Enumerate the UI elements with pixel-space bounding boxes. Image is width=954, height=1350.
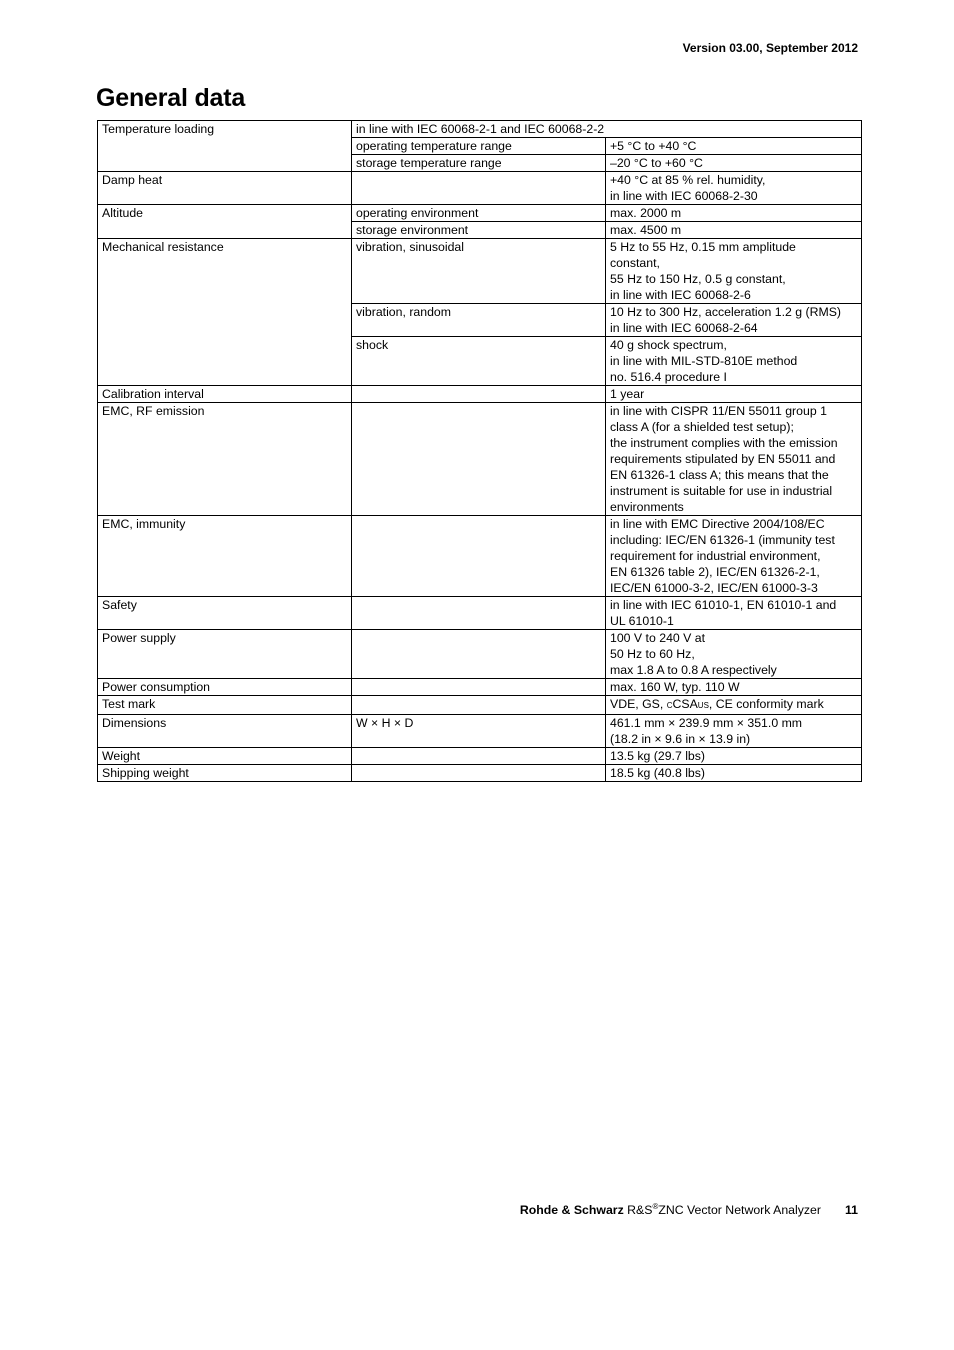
row-value [606, 696, 862, 715]
row-standard: in line with IEC 60068-2-1 and IEC 60068-2-2 [352, 121, 862, 138]
row-sublabel [352, 765, 606, 782]
row-value: –20 °C to +60 °C [606, 155, 862, 172]
row-value: max. 160 W, typ. 110 W [606, 679, 862, 696]
value-line: 55 Hz to 150 Hz, 0.5 g constant, [610, 272, 786, 286]
value-line: UL 61010-1 [610, 614, 674, 628]
table-row-mechanical [98, 239, 862, 304]
value-line: no. 516.4 procedure I [610, 370, 727, 384]
row-value [606, 304, 862, 337]
csa-text: CSA [672, 697, 698, 711]
table-row-test-mark [98, 696, 862, 715]
row-sublabel [352, 172, 606, 205]
table-row-emc-immunity [98, 516, 862, 597]
value-line: +40 °C at 85 % rel. humidity, [610, 173, 766, 187]
row-label: Safety [98, 597, 352, 630]
row-value [606, 239, 862, 304]
row-sublabel [352, 748, 606, 765]
row-sublabel [352, 696, 606, 715]
row-sublabel: W × H × D [352, 715, 606, 748]
value-line: in line with IEC 60068-2-64 [610, 321, 758, 335]
row-label: Power supply [98, 630, 352, 679]
row-label: Shipping weight [98, 765, 352, 782]
row-sublabel: vibration, random [352, 304, 606, 337]
row-label: Mechanical resistance [98, 239, 352, 386]
row-label: Power consumption [98, 679, 352, 696]
row-value: 13.5 kg (29.7 lbs) [606, 748, 862, 765]
table-row-weight [98, 748, 862, 765]
value-line: environments [610, 500, 684, 514]
page-footer [520, 1203, 858, 1217]
row-value [606, 516, 862, 597]
value-line: in line with CISPR 11/EN 55011 group 1 [610, 404, 827, 418]
csa-mark [667, 697, 709, 711]
row-value: max. 2000 m [606, 205, 862, 222]
row-value [606, 172, 862, 205]
test-mark-prefix: VDE, GS, [610, 697, 667, 711]
row-label: Weight [98, 748, 352, 765]
value-line: constant, [610, 256, 660, 270]
row-label: EMC, RF emission [98, 403, 352, 516]
footer-product-prefix: R&S [623, 1203, 653, 1217]
value-line: 40 g shock spectrum, [610, 338, 727, 352]
general-data-table [97, 120, 862, 782]
table-row-altitude [98, 205, 862, 222]
value-line: instrument is suitable for use in industrial [610, 484, 833, 498]
value-line: in line with MIL-STD-810E method [610, 354, 798, 368]
row-value [606, 630, 862, 679]
row-label: Temperature loading [98, 121, 352, 172]
row-label: Calibration interval [98, 386, 352, 403]
value-line: requirement for industrial environment, [610, 549, 821, 563]
row-sublabel: operating temperature range [352, 138, 606, 155]
table-row-power-consumption [98, 679, 862, 696]
value-line: the instrument complies with the emission [610, 436, 838, 450]
row-value: 18.5 kg (40.8 lbs) [606, 765, 862, 782]
test-mark-suffix: , CE conformity mark [708, 697, 824, 711]
value-line: in line with EMC Directive 2004/108/EC [610, 517, 825, 531]
version-header: Version 03.00, September 2012 [682, 41, 858, 55]
value-line: 10 Hz to 300 Hz, acceleration 1.2 g (RMS) [610, 305, 842, 319]
row-value: 1 year [606, 386, 862, 403]
row-sublabel [352, 516, 606, 597]
row-sublabel: operating environment [352, 205, 606, 222]
row-label: Damp heat [98, 172, 352, 205]
row-value: +5 °C to +40 °C [606, 138, 862, 155]
value-line: in line with IEC 61010-1, EN 61010-1 and [610, 598, 837, 612]
value-line: requirements stipulated by EN 55011 and [610, 452, 836, 466]
table-row-shipping-weight [98, 765, 862, 782]
row-sublabel: vibration, sinusoidal [352, 239, 606, 304]
page-title: General data [96, 84, 246, 112]
value-line: EN 61326 table 2), IEC/EN 61326-2-1, [610, 565, 820, 579]
row-label: Altitude [98, 205, 352, 239]
table-row-calibration [98, 386, 862, 403]
value-line: in line with IEC 60068-2-30 [610, 189, 758, 203]
table-row-safety [98, 597, 862, 630]
value-line: class A (for a shielded test setup); [610, 420, 794, 434]
row-value [606, 597, 862, 630]
row-value [606, 715, 862, 748]
footer-product: ZNC Vector Network Analyzer [658, 1203, 821, 1217]
row-sublabel: storage environment [352, 222, 606, 239]
value-line: 461.1 mm × 239.9 mm × 351.0 mm [610, 716, 803, 730]
table-row-emc-rf [98, 403, 862, 516]
table-row-dimensions [98, 715, 862, 748]
value-line: in line with IEC 60068-2-6 [610, 288, 751, 302]
value-line: 100 V to 240 V at [610, 631, 706, 645]
row-label: Test mark [98, 696, 352, 715]
row-sublabel [352, 403, 606, 516]
row-sublabel [352, 630, 606, 679]
row-sublabel [352, 679, 606, 696]
page-number: 11 [845, 1203, 858, 1217]
value-line: max 1.8 A to 0.8 A respectively [610, 663, 777, 677]
value-line: including: IEC/EN 61326-1 (immunity test [610, 533, 835, 547]
row-sublabel: shock [352, 337, 606, 386]
row-value: max. 4500 m [606, 222, 862, 239]
value-line: EN 61326-1 class A; this means that the [610, 468, 829, 482]
value-line: 5 Hz to 55 Hz, 0.15 mm amplitude [610, 240, 796, 254]
csa-us-subscript: US [697, 701, 709, 710]
row-value [606, 337, 862, 386]
value-line: IEC/EN 61000-3-2, IEC/EN 61000-3-3 [610, 581, 818, 595]
value-line: 50 Hz to 60 Hz, [610, 647, 695, 661]
row-label: EMC, immunity [98, 516, 352, 597]
table-row-temperature [98, 121, 862, 138]
registered-mark: ® [652, 1202, 659, 1211]
row-label: Dimensions [98, 715, 352, 748]
table-row-power-supply [98, 630, 862, 679]
row-sublabel: storage temperature range [352, 155, 606, 172]
row-sublabel [352, 597, 606, 630]
value-line: (18.2 in × 9.6 in × 13.9 in) [610, 732, 751, 746]
footer-brand: Rohde & Schwarz [519, 1203, 624, 1217]
table-row-damp-heat [98, 172, 862, 205]
csa-c-subscript: C [666, 701, 673, 710]
row-value [606, 403, 862, 516]
row-sublabel [352, 386, 606, 403]
